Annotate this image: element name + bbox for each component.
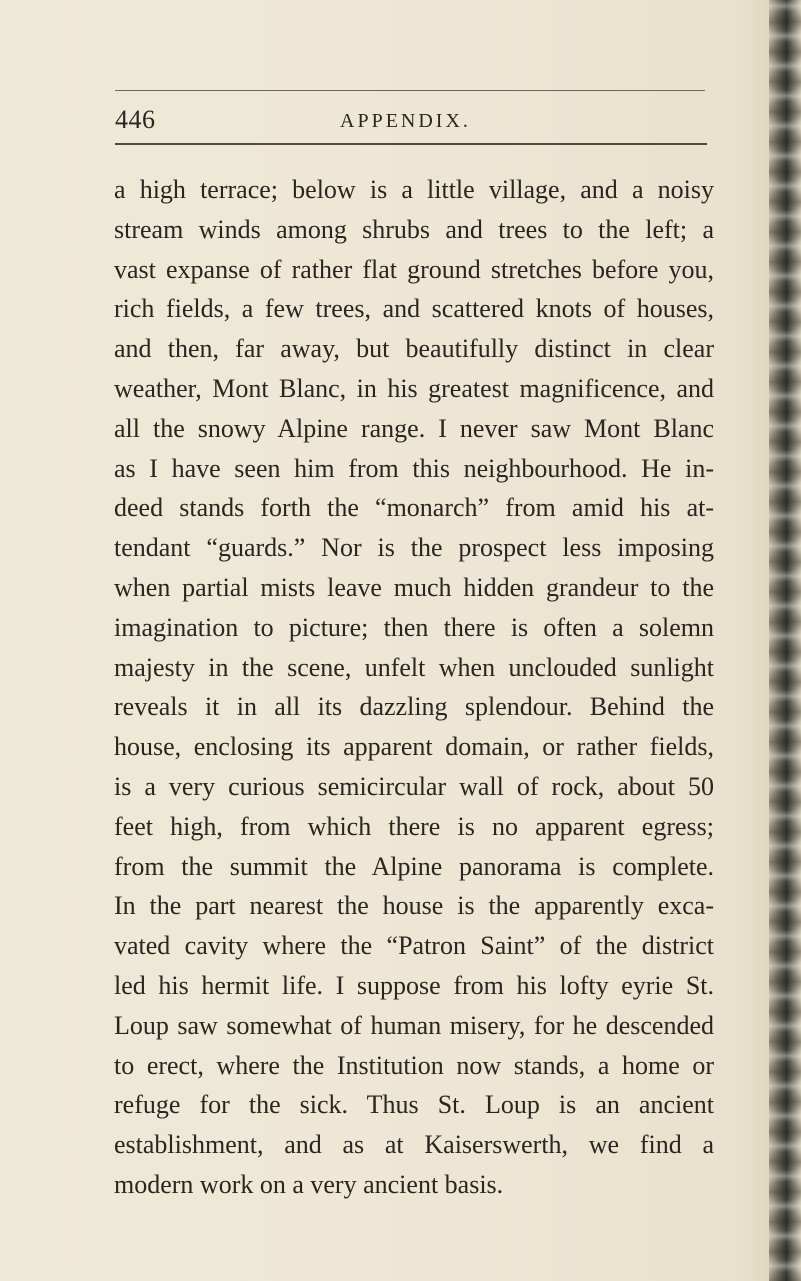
text-line: and then, far away, but beautifully distinct in clear [114, 334, 714, 364]
text-line: Loup saw somewhat of human misery, for he descended [114, 1010, 714, 1040]
text-line: all the snowy Alpine range. I never saw Mont Blanc [114, 413, 714, 443]
text-line: stream winds among shrubs and trees to the left; a [114, 214, 714, 244]
text-line: establishment, and as at Kaiserswerth, we find a [114, 1130, 714, 1160]
text-line: In the part nearest the house is the apparently exca- [114, 891, 714, 921]
text-line: vast expanse of rather flat ground stretches before you, [114, 254, 714, 284]
text-line: a high terrace; below is a little village, and a noisy [114, 175, 714, 204]
page-number: 446 [115, 105, 156, 134]
text-line: imagination to picture; then there is often a solemn [114, 612, 714, 642]
text-line: reveals it in all its dazzling splendour. Behind the [114, 692, 714, 722]
header-top-rule [115, 90, 705, 91]
text-line: from the summit the Alpine panorama is complete. [114, 851, 714, 881]
text-line: deed stands forth the “monarch” from amid his at- [114, 493, 714, 523]
text-line: refuge for the sick. Thus St. Loup is an ancient [114, 1090, 714, 1120]
text-line: modern work on a very ancient basis. [114, 1169, 504, 1199]
running-head: APPENDIX. [340, 110, 471, 132]
text-line: is a very curious semicircular wall of rock, about 50 [114, 771, 714, 801]
body-text [114, 170, 714, 1205]
text-line: rich fields, a few trees, and scattered knots of houses, [114, 294, 714, 324]
text-line: vated cavity where the “Patron Saint” of the district [114, 931, 714, 961]
text-line: led his hermit life. I suppose from his lofty eyrie St. [114, 970, 714, 1000]
text-line: weather, Mont Blanc, in his greatest magnificence, and [114, 373, 714, 403]
page-edge-shadow [769, 0, 801, 1281]
header-bottom-rule [115, 143, 707, 145]
text-line: house, enclosing its apparent domain, or rather fields, [114, 732, 714, 762]
text-line: to erect, where the Institution now stands, a home or [114, 1050, 714, 1080]
text-line: as I have seen him from this neighbourhood. He in- [114, 453, 714, 483]
text-line: feet high, from which there is no apparent egress; [114, 811, 714, 841]
text-line: majesty in the scene, unfelt when unclouded sunlight [114, 652, 714, 682]
text-line: when partial mists leave much hidden grandeur to the [114, 572, 714, 602]
text-line: tendant “guards.” Nor is the prospect less imposing [114, 533, 714, 563]
